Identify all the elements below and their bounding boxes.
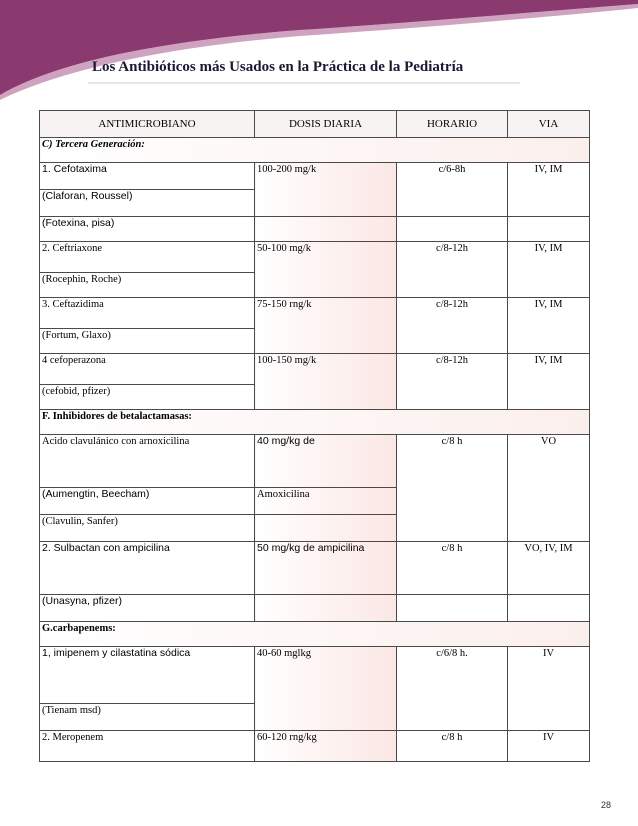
drug-name-sulbactan: 2. Sulbactan con ampicilina [40, 542, 255, 595]
section-row [40, 410, 590, 435]
dose-aumentin: Amoxicilina [255, 488, 397, 515]
table-row [40, 595, 590, 622]
route-ceftriaxone: IV, IM [508, 242, 590, 298]
route-cefoperazona: IV, IM [508, 354, 590, 410]
column-header-dosis: DOSIS DIARIA [255, 111, 397, 138]
dose-cefoperazona: 100-150 mg/k [255, 354, 397, 410]
dose-cefotaxima: 100-200 mg/k [255, 163, 397, 217]
table-row [40, 435, 590, 488]
column-header-via: VIA [508, 111, 590, 138]
drug-brand-fortum: (Fortum, Glaxo) [40, 329, 255, 354]
column-header-antimicrobiano: ANTIMICROBIANO [40, 111, 255, 138]
drug-brand-cefobid: (cefobid, pfizer) [40, 385, 255, 410]
drug-name-imipenem: 1, imipenem y cilastatina sódica [40, 647, 255, 704]
table-row [40, 647, 590, 704]
section-label-betalactamase-inhibitors: F. Inhibidores de betalactamasas: [40, 410, 590, 435]
schedule-ceftriaxone: c/8-12h [397, 242, 508, 298]
schedule-ceftazidima: c/8-12h [397, 298, 508, 354]
table-header-row [40, 111, 590, 138]
drug-brand-claforan: (Claforan, Roussel) [40, 190, 255, 217]
dose-ceftriaxone: 50-100 mg/k [255, 242, 397, 298]
drug-name-cefotaxima: 1. Cefotaxima [40, 163, 255, 190]
drug-name-ceftriaxone: 2. Ceftriaxone [40, 242, 255, 273]
dose-imipenem: 40-60 mglkg [255, 647, 397, 731]
table-row [40, 242, 590, 273]
drug-name-cefoperazona: 4 cefoperazona [40, 354, 255, 385]
drug-name-clavulanico: Acido clavulánico con arnoxicilina [40, 435, 255, 488]
drug-name-ceftazidima: 3. Ceftazidima [40, 298, 255, 329]
antibiotics-table [39, 110, 590, 762]
table-row [40, 731, 590, 762]
page-title: Los Antibióticos más Usados en la Práctica de la Pediatría [92, 59, 464, 75]
header-swoosh-graphic [0, 0, 638, 100]
table-row [40, 354, 590, 385]
table-row [40, 163, 590, 190]
dose-sulbactan: 50 mg/kg de ampicilina [255, 542, 397, 595]
section-label-third-generation: C) Tercera Generación: [40, 138, 590, 163]
drug-brand-fotexina: (Fotexina, pisa) [40, 217, 255, 242]
route-cefotaxima: IV, IM [508, 163, 590, 217]
route-meropenem: IV [508, 731, 590, 762]
route-ceftazidima: IV, IM [508, 298, 590, 354]
section-label-carbapenems: G.carbapenems: [40, 622, 590, 647]
table-row [40, 542, 590, 595]
route-sulbactan: VO, IV, IM [508, 542, 590, 595]
drug-brand-tienam: (Tienam msd) [40, 704, 255, 731]
schedule-cefotaxima: c/6-8h [397, 163, 508, 217]
section-row [40, 138, 590, 163]
drug-brand-aumentin: (Aumengtin, Beecham) [40, 488, 255, 515]
schedule-cefoperazona: c/8-12h [397, 354, 508, 410]
schedule-sulbactan: c/8 h [397, 542, 508, 595]
page-number: 28 [601, 800, 612, 810]
drug-brand-clavulin: (Clavulin, Sanfer) [40, 515, 255, 542]
drug-name-meropenem: 2. Meropenem [40, 731, 255, 762]
schedule-meropenem: c/8 h [397, 731, 508, 762]
dose-meropenem: 60-120 rng/kg [255, 731, 397, 762]
dose-ceftazidima: 75-150 rng/k [255, 298, 397, 354]
column-header-horario: HORARIO [397, 111, 508, 138]
drug-brand-unasyna: (Unasyna, pfizer) [40, 595, 255, 622]
dose-clavulanico: 40 mg/kg de [255, 435, 397, 488]
route-imipenem: IV [508, 647, 590, 731]
section-row [40, 622, 590, 647]
table-row [40, 298, 590, 329]
schedule-clavulanico: c/8 h [397, 435, 508, 542]
schedule-imipenem: c/6/8 h. [397, 647, 508, 731]
table-row [40, 217, 590, 242]
route-clavulanico: VO [508, 435, 590, 542]
drug-brand-rocephin: (Rocephin, Roche) [40, 273, 255, 298]
